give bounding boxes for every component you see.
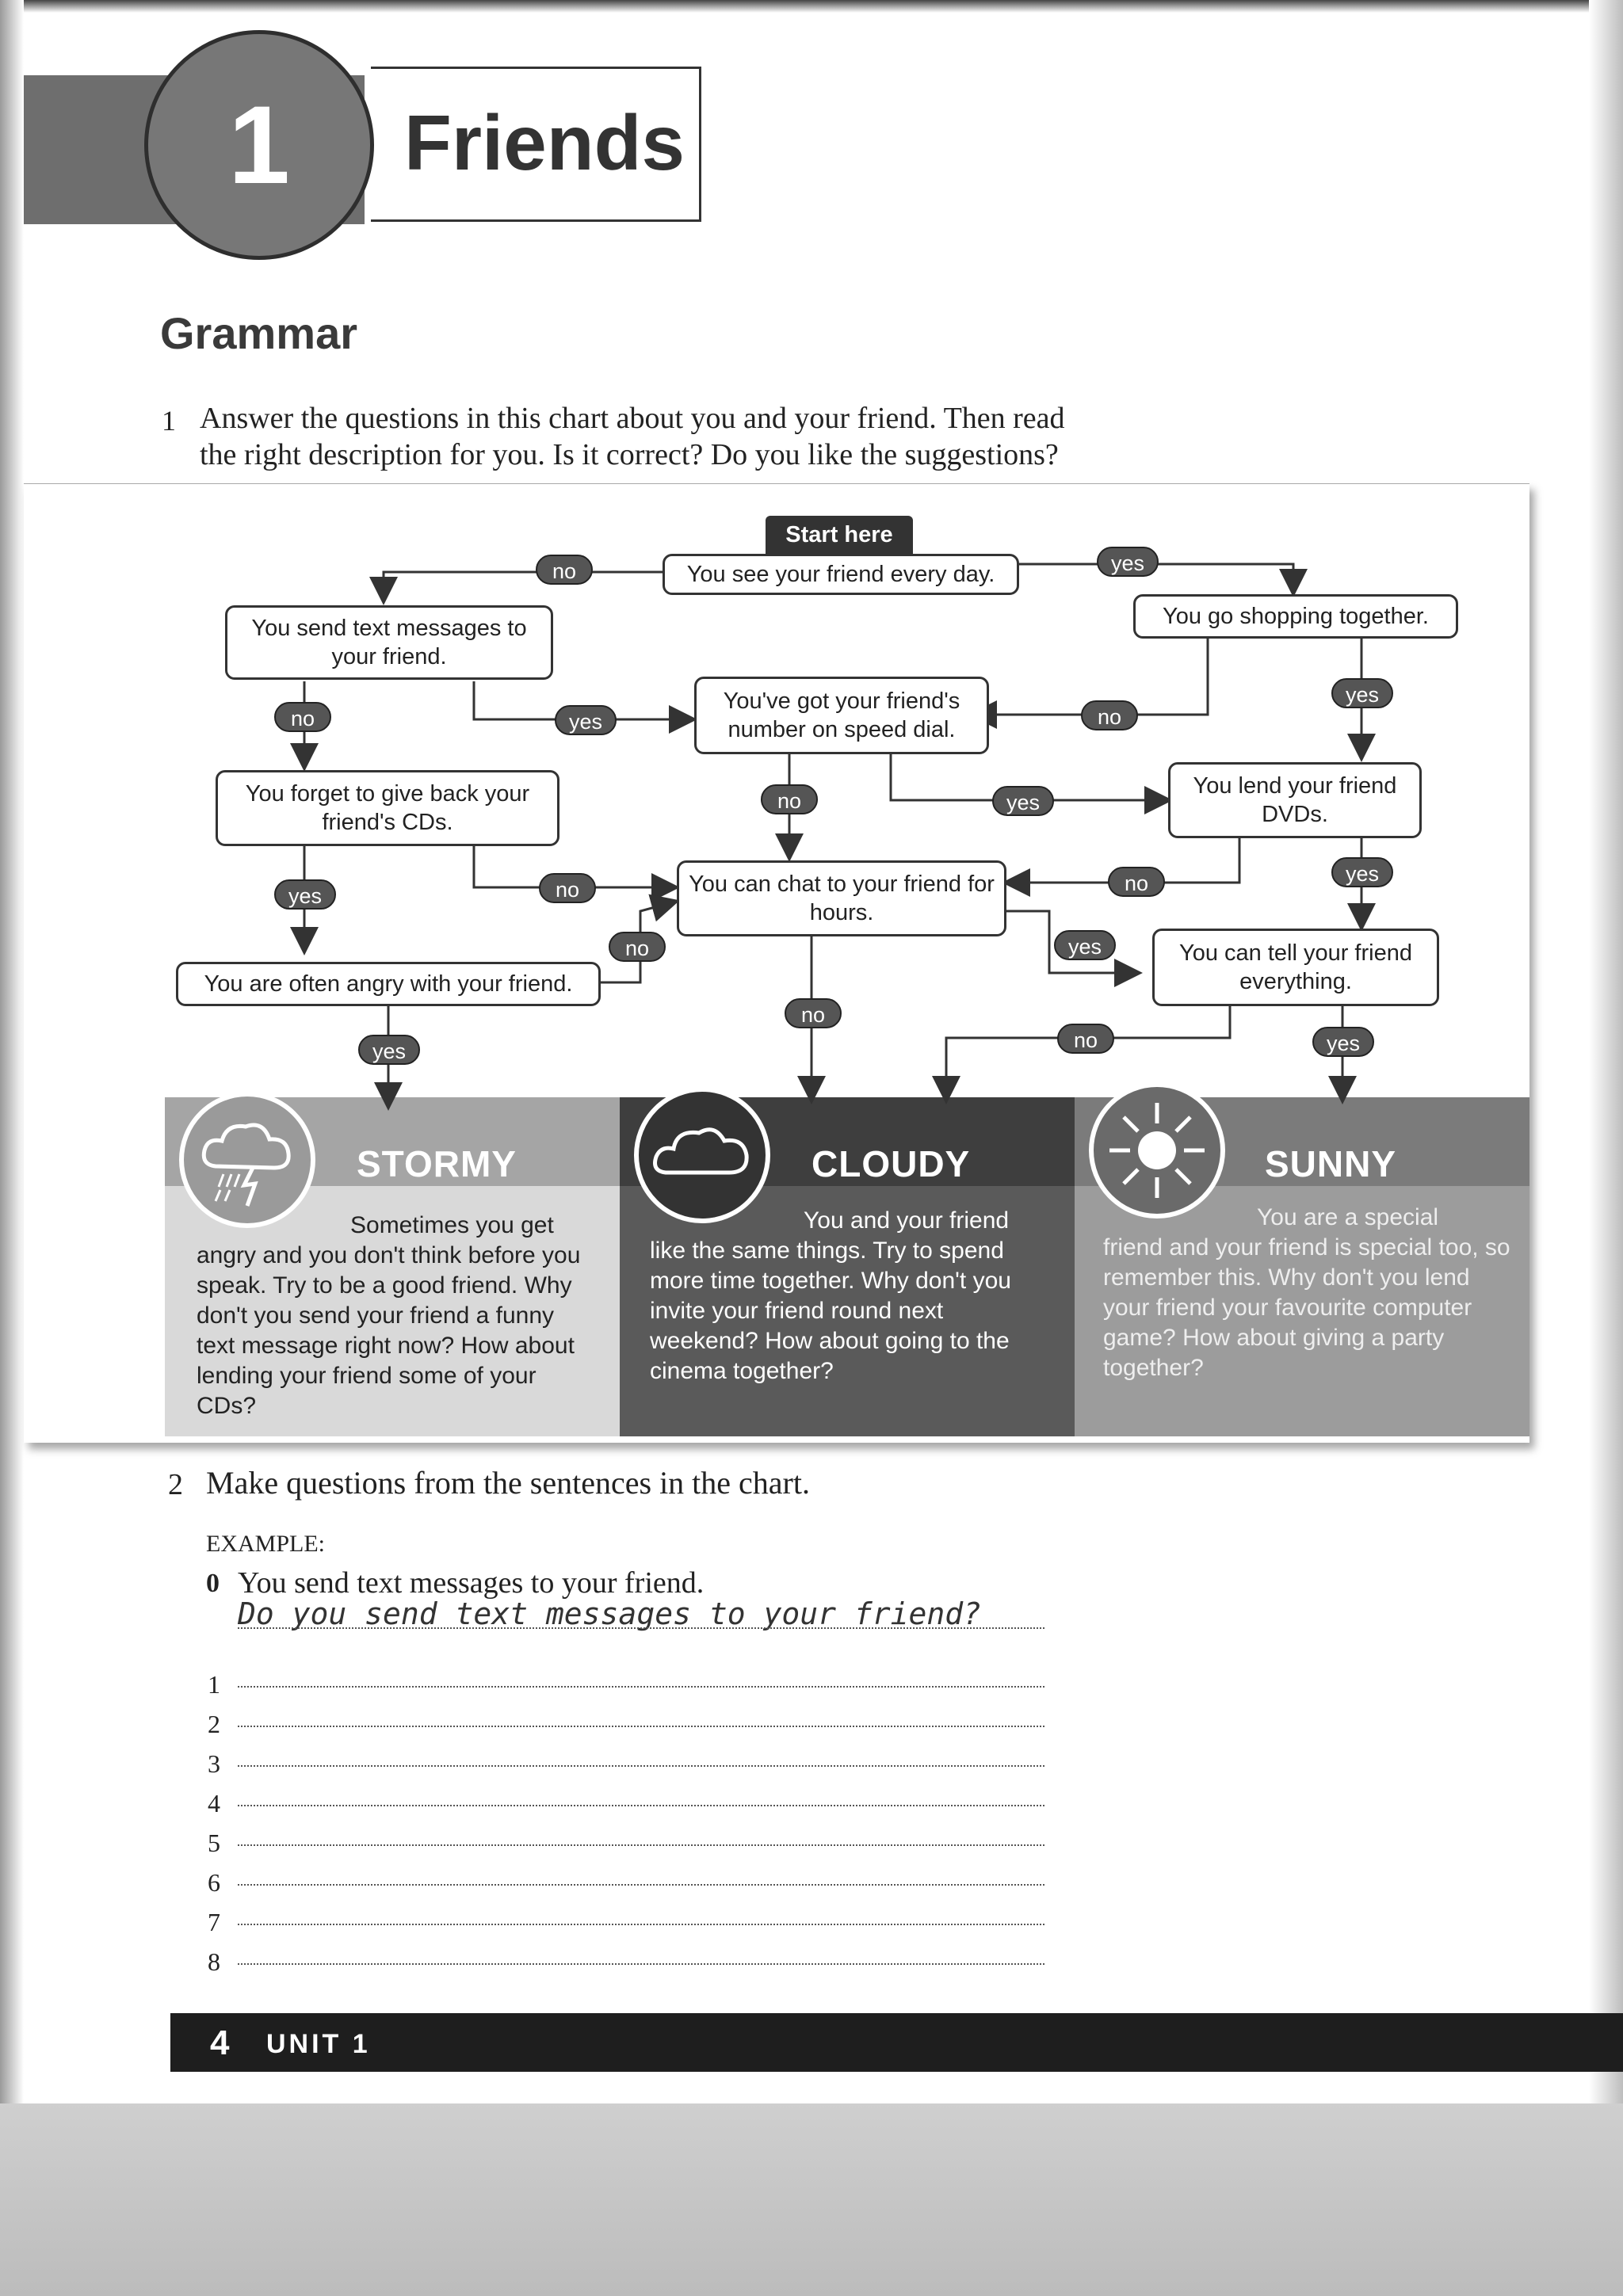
- stormy-description: [197, 1211, 593, 1421]
- no-label: no: [274, 702, 331, 732]
- answer-number: 2: [208, 1710, 220, 1738]
- answer-number: 1: [208, 1670, 220, 1699]
- answer-number: 6: [208, 1868, 220, 1897]
- node-forget-cds: You forget to give back your friend's CDs.: [216, 770, 559, 846]
- node-speed-dial: You've got your friend's number on speed dial.: [694, 677, 989, 754]
- sun-icon: [1089, 1082, 1225, 1219]
- yes-label: yes: [992, 786, 1054, 816]
- yes-label: yes: [1331, 857, 1393, 887]
- example-answer: Do you send text messages to your friend?: [238, 1596, 981, 1631]
- sunny-first-line: You are a special: [1257, 1204, 1439, 1230]
- yes-label: yes: [555, 705, 617, 735]
- arrow-see-no: [384, 572, 663, 601]
- answer-number: 3: [208, 1749, 220, 1778]
- example-answer-line: [238, 1627, 1044, 1629]
- no-label: no: [785, 998, 842, 1028]
- example-sentence: You send text messages to your friend.: [238, 1566, 705, 1600]
- stormy-title: STORMY: [357, 1143, 517, 1184]
- page-top-edge: [0, 0, 1623, 13]
- no-label: no: [539, 873, 596, 903]
- cloudy-first-line: You and your friend: [804, 1207, 1010, 1234]
- section-heading: Grammar: [160, 308, 358, 358]
- footer-bar: [170, 2013, 1623, 2072]
- yes-label: yes: [1312, 1027, 1374, 1057]
- cloudy-title: CLOUDY: [812, 1143, 971, 1184]
- answer-line[interactable]: [238, 1805, 1044, 1806]
- stormy-body: angry and you don't think before you speak. Try to be a good friend. Why don't you send your friend a funny text message right now? How about lending your friend some of your CDs?: [197, 1242, 581, 1419]
- yes-label: yes: [358, 1035, 420, 1065]
- answer-line[interactable]: [238, 1963, 1044, 1965]
- sunny-title: SUNNY: [1265, 1143, 1397, 1184]
- yes-label: yes: [1331, 678, 1393, 708]
- stormy-first-line: Sometimes you get: [350, 1212, 554, 1238]
- footer-unit-label: UNIT 1: [266, 2029, 371, 2059]
- no-label: no: [536, 555, 593, 585]
- node-send-messages: You send text messages to your friend.: [225, 605, 553, 680]
- page-title: Friends: [404, 99, 685, 186]
- node-lend-dvds: You lend your friend DVDs.: [1168, 762, 1422, 838]
- cloud-icon: [634, 1087, 770, 1223]
- answer-line[interactable]: [238, 1765, 1044, 1767]
- unit-number: 1: [228, 82, 290, 207]
- yes-label: yes: [1097, 547, 1159, 577]
- node-go-shopping: You go shopping together.: [1133, 594, 1458, 639]
- example-number: 0: [206, 1569, 220, 1598]
- page-number: 4: [210, 2023, 230, 2062]
- storm-cloud-icon: [179, 1092, 315, 1228]
- answer-line[interactable]: [238, 1924, 1044, 1925]
- exercise-instruction-line2: the right description for you. Is it correct? Do you like the suggestions?: [200, 438, 1059, 471]
- no-label: no: [1057, 1024, 1114, 1054]
- no-label: no: [761, 784, 818, 814]
- answer-number: 5: [208, 1829, 220, 1857]
- exercise-instruction-line1: Answer the questions in this chart about you and your friend. Then read: [200, 402, 1065, 435]
- answer-line[interactable]: [238, 1844, 1044, 1846]
- yes-label: yes: [274, 879, 336, 910]
- answer-number: 8: [208, 1947, 220, 1976]
- scanner-background: [0, 2103, 1623, 2296]
- no-label: no: [609, 932, 666, 962]
- exercise-number: 1: [162, 405, 176, 437]
- page-right-edge: [1589, 0, 1623, 2139]
- exercise-instruction: Make questions from the sentences in the chart.: [206, 1465, 810, 1501]
- sunny-description: [1103, 1203, 1515, 1383]
- cloudy-description: [650, 1206, 1046, 1386]
- answer-number: 7: [208, 1908, 220, 1936]
- answer-line[interactable]: [238, 1726, 1044, 1727]
- cloudy-body: like the same things. Try to spend more time together. Why don't you invite your friend round next weekend? How about going to the cinema together?: [650, 1238, 1011, 1384]
- start-label: Start here: [766, 516, 913, 554]
- example-label: EXAMPLE:: [206, 1531, 325, 1557]
- no-label: no: [1108, 867, 1165, 897]
- no-label: no: [1081, 700, 1138, 730]
- page-left-edge: [0, 0, 24, 2139]
- exercise-number: 2: [168, 1468, 183, 1501]
- answer-line[interactable]: [238, 1686, 1044, 1688]
- answer-line[interactable]: [238, 1884, 1044, 1886]
- yes-label: yes: [1054, 930, 1116, 960]
- node-chat-hours: You can chat to your friend for hours.: [677, 860, 1006, 936]
- sunny-body: friend and your friend is special too, so remember this. Why don't you lend your friend your favourite computer game? How about giving a party together?: [1103, 1234, 1510, 1381]
- node-tell-everything: You can tell your friend everything.: [1152, 929, 1439, 1006]
- node-often-angry: You are often angry with your friend.: [176, 962, 601, 1006]
- node-see-every-day: You see your friend every day.: [663, 554, 1019, 595]
- answer-number: 4: [208, 1789, 220, 1817]
